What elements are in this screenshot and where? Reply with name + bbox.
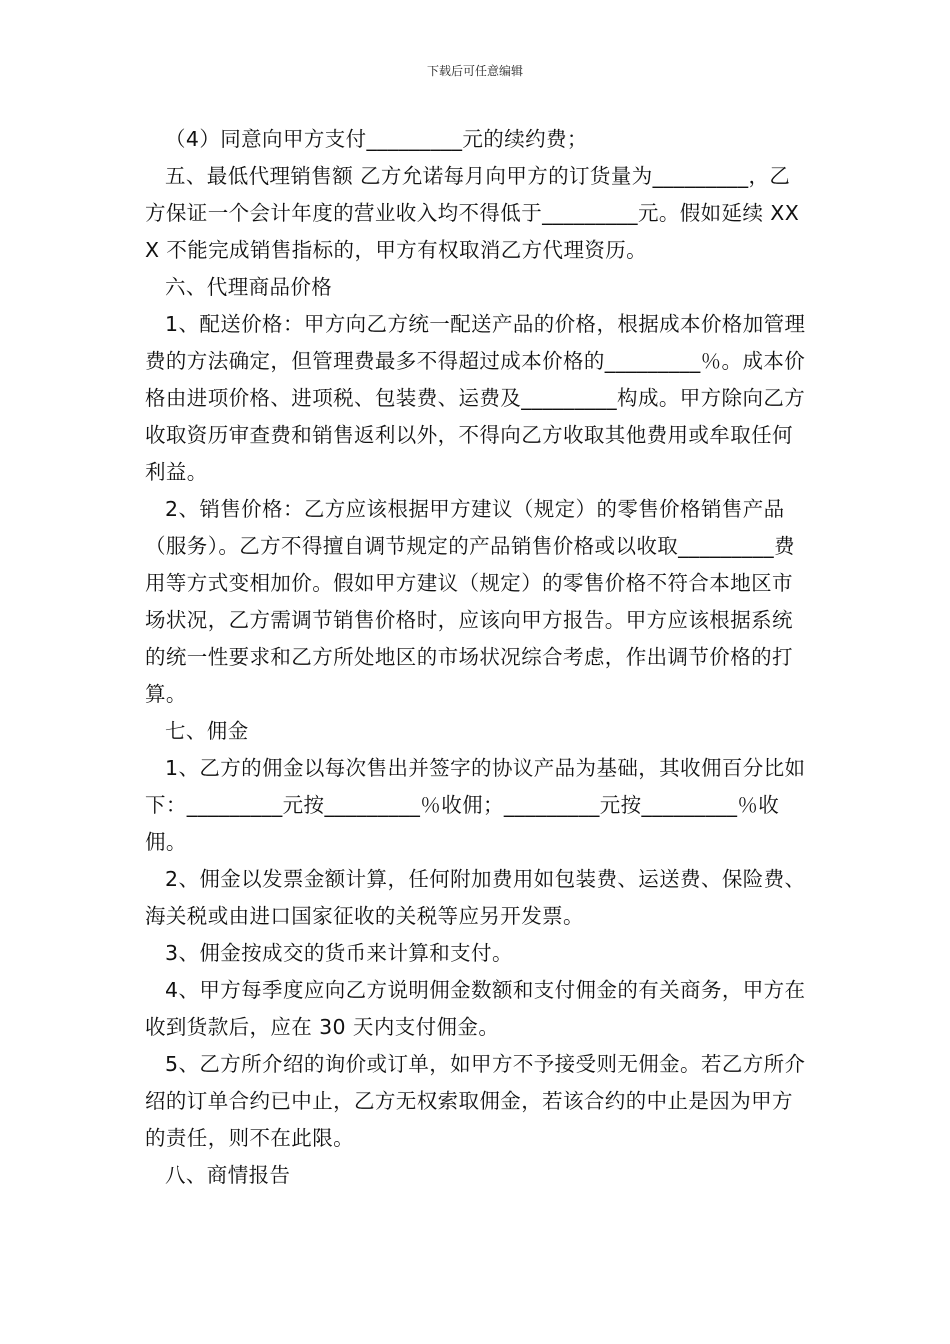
paragraph-commission-2: 2、佣金以发票金额计算，任何附加费用如包装费、运送费、保险费、海关税或由进口国家征收的关税等应另开发票。	[145, 867, 806, 928]
paragraph-min-sales: 五、最低代理销售额 乙方允诺每月向甲方的订货量为_________，乙方保证一个会计年度的营业收入均不得低于_________元。假如延续 XXX 不能完成销售指标的，甲方有权取消乙方代理资历。	[145, 164, 800, 262]
heading-business-report: 八、商情报告	[165, 1163, 291, 1187]
heading-agency-price: 六、代理商品价格	[165, 275, 333, 299]
paragraph-commission-5: 5、乙方所介绍的询价或订单，如甲方不予接受则无佣金。若乙方所介绍的订单合约已中止，乙方无权索取佣金，若该合约的中止是因为甲方的责任，则不在此限。	[145, 1052, 806, 1150]
document-body	[145, 121, 810, 1194]
paragraph-commission-3: 3、佣金按成交的货币来计算和支付。	[165, 941, 513, 965]
paragraph-commission-4: 4、甲方每季度应向乙方说明佣金数额和支付佣金的有关商务，甲方在收到货款后，应在 30 天内支付佣金。	[145, 978, 806, 1039]
paragraph-commission-1: 1、乙方的佣金以每次售出并签字的协议产品为基础，其收佣百分比如下：_________元按_________％收佣；_________元按_________％收佣。	[145, 756, 806, 854]
paragraph-delivery-price: 1、配送价格：甲方向乙方统一配送产品的价格，根据成本价格加管理费的方法确定，但管理费最多不得超过成本价格的_________％。成本价格由进项价格、进项税、包装费、运费及_________构成。甲方除向乙方收取资历审查费和销售返利以外，不得向乙方收取其他费用或牟取任何利益。	[145, 312, 806, 484]
paragraph-sales-price: 2、销售价格：乙方应该根据甲方建议（规定）的零售价格销售产品（服务）。乙方不得擅自调节规定的产品销售价格或以收取_________费用等方式变相加价。假如甲方建议（规定）的零售价格不符合本地区市场状况，乙方需调节销售价格时，应该向甲方报告。甲方应该根据系统的统一性要求和乙方所处地区的市场状况综合考虑，作出调节价格的打算。	[145, 497, 795, 706]
paragraph-renewal-fee: （4）同意向甲方支付_________元的续约费；	[165, 127, 588, 151]
page-header: 下载后可任意编辑	[426, 64, 523, 78]
heading-commission: 七、佣金	[165, 719, 249, 743]
